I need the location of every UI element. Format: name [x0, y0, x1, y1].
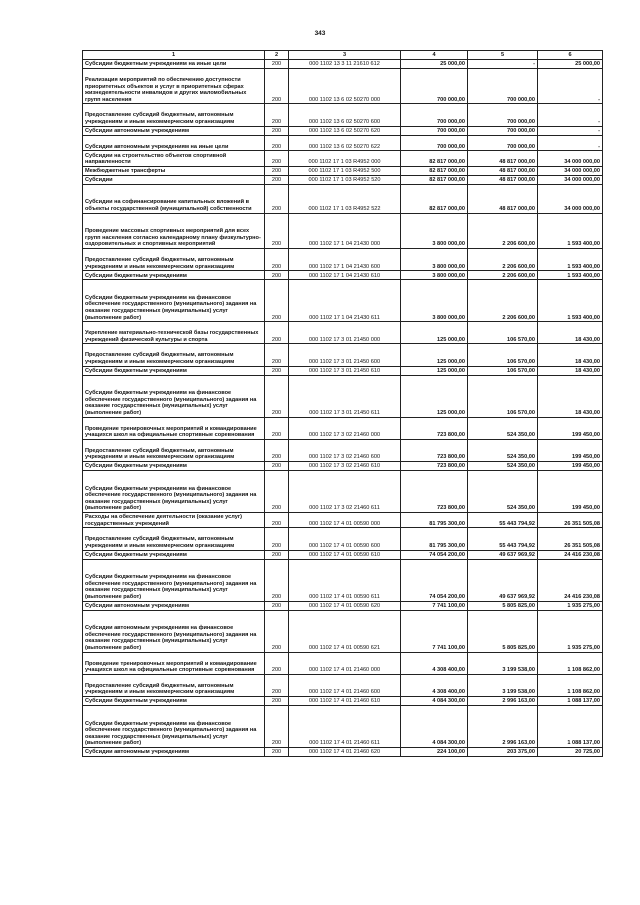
table-row	[83, 344, 603, 366]
row-plan-cell: 3 800 000,00	[401, 248, 468, 270]
row-name-text: Субсидии бюджетным учреждениям на финансовое обеспечение государственного (муниципального) задания на оказание государственных (муниципальных) услуг (выполнение работ)	[85, 574, 257, 601]
row-code-cell: 200	[265, 652, 289, 674]
row-name-cell	[83, 470, 265, 512]
row-name-text: Предоставление субсидий бюджетным, автономным учреждениям и иным некоммерческим организациям	[85, 352, 235, 365]
table-row	[83, 461, 603, 470]
row-remainder-cell: 1 088 137,00	[538, 706, 603, 748]
row-plan-cell: 723 800,00	[401, 417, 468, 439]
row-name-text: Субсидии бюджетным учреждениям на иные цели	[85, 61, 227, 68]
table-row	[83, 652, 603, 674]
row-code-cell: 200	[265, 366, 289, 375]
table-row	[83, 271, 603, 280]
row-executed-cell: 48 817 000,00	[468, 151, 538, 167]
row-executed-cell: 2 206 600,00	[468, 280, 538, 322]
row-code-cell: 200	[265, 344, 289, 366]
row-kbk-cell: 000 1102 17 1 04 21430 611	[289, 280, 401, 322]
row-name-text: Субсидии бюджетным учреждениям на финансовое обеспечение государственного (муниципального) задания на оказание государственных (муниципальных) услуг (выполнение работ)	[85, 390, 257, 416]
row-remainder-cell: 18 430,00	[538, 322, 603, 344]
row-kbk-cell: 000 1102 13 6 02 50270 622	[289, 135, 401, 151]
row-name-cell	[83, 60, 265, 69]
row-name-text: Межбюджетные трансферты	[85, 168, 166, 175]
row-plan-cell: 3 800 000,00	[401, 271, 468, 280]
table-row	[83, 706, 603, 748]
row-name-text: Субсидии	[85, 177, 113, 184]
row-executed-cell: 48 817 000,00	[468, 166, 538, 175]
row-kbk-cell: 000 1102 17 1 03 R4952 500	[289, 166, 401, 175]
row-plan-cell: 723 800,00	[401, 470, 468, 512]
table-row	[83, 470, 603, 512]
row-name-cell	[83, 280, 265, 322]
row-code-cell: 200	[265, 439, 289, 461]
row-kbk-cell: 000 1102 17 4 01 00590 610	[289, 550, 401, 559]
row-remainder-cell: 199 450,00	[538, 439, 603, 461]
row-kbk-cell: 000 1102 17 4 01 00590 000	[289, 512, 401, 528]
column-header-3: 3	[289, 51, 401, 60]
row-plan-cell: 74 054 200,00	[401, 550, 468, 559]
row-executed-cell: 55 443 794,92	[468, 512, 538, 528]
row-code-cell: 200	[265, 280, 289, 322]
row-executed-cell: 55 443 794,92	[468, 528, 538, 550]
row-name-cell	[83, 528, 265, 550]
table-row	[83, 366, 603, 375]
row-code-cell: 200	[265, 610, 289, 652]
column-header-5: 5	[468, 51, 538, 60]
row-kbk-cell: 000 1102 17 3 02 21460 610	[289, 461, 401, 470]
row-executed-cell: 700 000,00	[468, 69, 538, 104]
row-name-text: Субсидии автономным учреждениям	[85, 603, 189, 610]
row-kbk-cell: 000 1102 17 3 02 21460 600	[289, 439, 401, 461]
row-remainder-cell: -	[538, 104, 603, 126]
row-plan-cell: 25 000,00	[401, 60, 468, 69]
row-name-cell	[83, 748, 265, 757]
row-kbk-cell: 000 1102 17 4 01 00590 621	[289, 610, 401, 652]
row-code-cell: 200	[265, 417, 289, 439]
row-kbk-cell: 000 1102 17 3 01 21450 610	[289, 366, 401, 375]
row-executed-cell: 700 000,00	[468, 126, 538, 135]
row-plan-cell: 125 000,00	[401, 322, 468, 344]
table-row	[83, 175, 603, 184]
table-row	[83, 248, 603, 270]
row-name-cell	[83, 697, 265, 706]
row-kbk-cell: 000 1102 17 4 01 21460 620	[289, 748, 401, 757]
row-code-cell: 200	[265, 322, 289, 344]
row-remainder-cell: -	[538, 135, 603, 151]
row-name-cell	[83, 104, 265, 126]
row-executed-cell: 700 000,00	[468, 104, 538, 126]
row-code-cell: 200	[265, 706, 289, 748]
row-plan-cell: 82 817 000,00	[401, 166, 468, 175]
row-name-text: Субсидии бюджетным учреждениям на финансовое обеспечение государственного (муниципального) задания на оказание государственных (муниципальных) услуг (выполнение работ)	[85, 485, 257, 512]
row-code-cell: 200	[265, 375, 289, 417]
row-code-cell: 200	[265, 674, 289, 696]
row-code-cell: 200	[265, 135, 289, 151]
row-remainder-cell: 1 108 862,00	[538, 652, 603, 674]
row-remainder-cell: 1 593 400,00	[538, 271, 603, 280]
table-row	[83, 697, 603, 706]
table-row	[83, 601, 603, 610]
row-name-text: Субсидии автономным учреждениям на финансовое обеспечение государственного (муниципального) задания на оказание государственных (муниципальных) услуг (выполнение работ)	[85, 625, 257, 652]
row-code-cell: 200	[265, 104, 289, 126]
row-kbk-cell: 000 1102 13 6 02 50270 600	[289, 104, 401, 126]
table-row	[83, 550, 603, 559]
row-remainder-cell: 18 430,00	[538, 366, 603, 375]
row-name-text: Субсидии бюджетным учреждениям	[85, 463, 187, 470]
table-row	[83, 610, 603, 652]
row-name-text: Субсидии бюджетным учреждениям	[85, 552, 187, 559]
row-name-text: Укрепление материально-технической базы государственных учреждений физической культуры и спорта	[85, 330, 259, 343]
table-row	[83, 748, 603, 757]
row-kbk-cell: 000 1102 17 3 01 21450 000	[289, 322, 401, 344]
table-row	[83, 280, 603, 322]
row-remainder-cell: -	[538, 126, 603, 135]
row-executed-cell: 524 350,00	[468, 461, 538, 470]
table-row	[83, 512, 603, 528]
table-body	[83, 60, 603, 757]
table-row	[83, 439, 603, 461]
row-executed-cell: 524 350,00	[468, 417, 538, 439]
row-code-cell: 200	[265, 601, 289, 610]
row-remainder-cell: 199 450,00	[538, 461, 603, 470]
row-name-text: Субсидии автономным учреждениям	[85, 127, 189, 134]
row-executed-cell: 203 375,00	[468, 748, 538, 757]
row-executed-cell: 49 637 969,92	[468, 550, 538, 559]
row-code-cell: 200	[265, 248, 289, 270]
table-row	[83, 375, 603, 417]
row-kbk-cell: 000 1102 17 3 02 21460 611	[289, 470, 401, 512]
row-name-text: Предоставление субсидий бюджетным, автономным учреждениям и иным некоммерческим организациям	[85, 536, 235, 550]
table-row	[83, 166, 603, 175]
row-name-text: Предоставление субсидий бюджетным, автономным учреждениям и иным некоммерческим организациям	[85, 682, 235, 696]
table-row	[83, 135, 603, 151]
row-name-cell	[83, 126, 265, 135]
row-remainder-cell: -	[538, 69, 603, 104]
row-plan-cell: 125 000,00	[401, 366, 468, 375]
row-name-cell	[83, 271, 265, 280]
row-name-cell	[83, 706, 265, 748]
row-kbk-cell: 000 1102 17 1 04 21430 600	[289, 248, 401, 270]
row-plan-cell: 81 795 300,00	[401, 528, 468, 550]
row-executed-cell: 700 000,00	[468, 135, 538, 151]
row-plan-cell: 7 741 100,00	[401, 601, 468, 610]
row-remainder-cell: 199 450,00	[538, 470, 603, 512]
row-executed-cell: 106 570,00	[468, 344, 538, 366]
row-plan-cell: 4 308 400,00	[401, 674, 468, 696]
row-executed-cell: 524 350,00	[468, 439, 538, 461]
row-plan-cell: 3 800 000,00	[401, 213, 468, 248]
row-executed-cell: 3 199 538,00	[468, 674, 538, 696]
row-name-text: Субсидии бюджетным учреждениям	[85, 367, 187, 374]
row-remainder-cell: 1 088 137,00	[538, 697, 603, 706]
table-row	[83, 60, 603, 69]
row-name-cell	[83, 512, 265, 528]
row-kbk-cell: 000 1102 17 1 03 R4952 520	[289, 175, 401, 184]
row-plan-cell: 125 000,00	[401, 344, 468, 366]
row-name-cell	[83, 559, 265, 601]
table-row	[83, 213, 603, 248]
row-remainder-cell: 199 450,00	[538, 417, 603, 439]
row-name-text: Предоставление субсидий бюджетным, автономным учреждениям и иным некоммерческим организациям	[85, 447, 235, 461]
row-executed-cell: 2 206 600,00	[468, 271, 538, 280]
row-code-cell: 200	[265, 60, 289, 69]
row-kbk-cell: 000 1102 17 4 01 00590 611	[289, 559, 401, 601]
row-remainder-cell: 1 593 400,00	[538, 213, 603, 248]
row-name-text: Субсидии бюджетным учреждениям	[85, 272, 187, 279]
row-kbk-cell: 000 1102 17 1 03 R4952 522	[289, 184, 401, 213]
row-plan-cell: 125 000,00	[401, 375, 468, 417]
row-name-text: Субсидии бюджетным учреждениям на финансовое обеспечение государственного (муниципального) задания на оказание государственных (муниципальных) услуг (выполнение работ)	[85, 720, 257, 747]
row-kbk-cell: 000 1102 17 3 01 21450 611	[289, 375, 401, 417]
row-name-cell	[83, 601, 265, 610]
row-name-text: Субсидии бюджетным учреждениям	[85, 698, 187, 705]
row-remainder-cell: 34 000 000,00	[538, 184, 603, 213]
row-kbk-cell: 000 1102 17 1 04 21430 610	[289, 271, 401, 280]
row-executed-cell: 49 637 969,92	[468, 559, 538, 601]
row-kbk-cell: 000 1102 17 1 04 21430 000	[289, 213, 401, 248]
column-header-6: 6	[538, 51, 603, 60]
row-kbk-cell: 000 1102 17 3 01 21450 600	[289, 344, 401, 366]
row-executed-cell: 5 805 825,00	[468, 610, 538, 652]
row-name-text: Проведение тренировочных мероприятий и командирование учащихся школ на официальные спортивные соревнования	[85, 425, 257, 439]
row-name-cell	[83, 184, 265, 213]
row-code-cell: 200	[265, 151, 289, 167]
row-remainder-cell: 1 593 400,00	[538, 248, 603, 270]
row-name-cell	[83, 166, 265, 175]
row-executed-cell: 106 570,00	[468, 366, 538, 375]
row-plan-cell: 81 795 300,00	[401, 512, 468, 528]
row-executed-cell: 48 817 000,00	[468, 175, 538, 184]
row-name-cell	[83, 366, 265, 375]
column-header-2: 2	[265, 51, 289, 60]
row-executed-cell: 106 570,00	[468, 375, 538, 417]
row-name-cell	[83, 652, 265, 674]
row-remainder-cell: 25 000,00	[538, 60, 603, 69]
row-name-cell	[83, 175, 265, 184]
row-code-cell: 200	[265, 748, 289, 757]
row-code-cell: 200	[265, 512, 289, 528]
page-number: 343	[314, 30, 326, 37]
row-name-text: Субсидии автономным учреждениям	[85, 749, 189, 756]
row-name-text: Предоставление субсидий бюджетным, автономным учреждениям и иным некоммерческим организациям	[85, 256, 235, 270]
row-name-cell	[83, 151, 265, 167]
row-kbk-cell: 000 1102 17 4 01 00590 620	[289, 601, 401, 610]
row-executed-cell: 3 199 538,00	[468, 652, 538, 674]
row-plan-cell: 700 000,00	[401, 104, 468, 126]
row-plan-cell: 3 800 000,00	[401, 280, 468, 322]
column-header-4: 4	[401, 51, 468, 60]
row-plan-cell: 7 741 100,00	[401, 610, 468, 652]
row-name-text: Предоставление субсидий бюджетным, автономным учреждениям и иным некоммерческим организациям	[85, 112, 235, 125]
row-remainder-cell: 20 725,00	[538, 748, 603, 757]
row-remainder-cell: 18 430,00	[538, 375, 603, 417]
row-name-text: Проведение массовых спортивных мероприятий для всех групп населения согласно календарному плану физкультурно-оздоровительных и спортивных мероприятий	[85, 228, 261, 248]
row-remainder-cell: 24 416 230,08	[538, 550, 603, 559]
row-name-cell	[83, 439, 265, 461]
row-name-cell	[83, 550, 265, 559]
row-plan-cell: 723 800,00	[401, 439, 468, 461]
row-plan-cell: 723 800,00	[401, 461, 468, 470]
row-kbk-cell: 000 1102 17 4 01 21460 000	[289, 652, 401, 674]
table-row	[83, 69, 603, 104]
row-executed-cell: 2 206 600,00	[468, 248, 538, 270]
row-name-cell	[83, 69, 265, 104]
row-code-cell: 200	[265, 271, 289, 280]
row-name-cell	[83, 461, 265, 470]
table-row	[83, 559, 603, 601]
row-name-cell	[83, 322, 265, 344]
row-code-cell: 200	[265, 550, 289, 559]
row-remainder-cell: 34 000 000,00	[538, 175, 603, 184]
row-code-cell: 200	[265, 184, 289, 213]
row-plan-cell: 700 000,00	[401, 126, 468, 135]
row-remainder-cell: 26 351 505,08	[538, 528, 603, 550]
budget-table	[82, 50, 603, 757]
table-row	[83, 126, 603, 135]
row-code-cell: 200	[265, 461, 289, 470]
row-code-cell: 200	[265, 528, 289, 550]
row-name-text: Субсидии на софинансирование капитальных вложений в объекты государственной (муниципальной) собственности	[85, 199, 252, 212]
row-name-cell	[83, 375, 265, 417]
row-kbk-cell: 000 1102 17 4 01 21460 600	[289, 674, 401, 696]
row-remainder-cell: 34 000 000,00	[538, 151, 603, 167]
row-kbk-cell: 000 1102 13 3 11 21610 612	[289, 60, 401, 69]
row-kbk-cell: 000 1102 17 1 03 R4952 000	[289, 151, 401, 167]
row-name-text: Субсидии автономным учреждениям на иные цели	[85, 143, 229, 150]
row-remainder-cell: 18 430,00	[538, 344, 603, 366]
table-row	[83, 322, 603, 344]
row-kbk-cell: 000 1102 17 4 01 21460 610	[289, 697, 401, 706]
row-plan-cell: 700 000,00	[401, 135, 468, 151]
table-row	[83, 674, 603, 696]
row-plan-cell: 4 084 300,00	[401, 697, 468, 706]
table-row	[83, 417, 603, 439]
row-plan-cell: 74 054 200,00	[401, 559, 468, 601]
row-remainder-cell: 1 108 862,00	[538, 674, 603, 696]
table-row	[83, 184, 603, 213]
row-plan-cell: 82 817 000,00	[401, 151, 468, 167]
row-executed-cell: 106 570,00	[468, 322, 538, 344]
row-name-text: Субсидии бюджетным учреждениям на финансовое обеспечение государственного (муниципального) задания на оказание государственных (муниципальных) услуг (выполнение работ)	[85, 294, 257, 321]
row-name-cell	[83, 344, 265, 366]
row-kbk-cell: 000 1102 13 6 02 50270 000	[289, 69, 401, 104]
row-name-cell	[83, 610, 265, 652]
row-kbk-cell: 000 1102 17 3 02 21460 000	[289, 417, 401, 439]
row-executed-cell: 48 817 000,00	[468, 184, 538, 213]
row-code-cell: 200	[265, 175, 289, 184]
row-name-cell	[83, 674, 265, 696]
row-executed-cell: 2 996 163,00	[468, 697, 538, 706]
row-executed-cell: 5 805 825,00	[468, 601, 538, 610]
row-code-cell: 200	[265, 697, 289, 706]
row-remainder-cell: 1 935 275,00	[538, 601, 603, 610]
row-plan-cell: 4 308 400,00	[401, 652, 468, 674]
row-remainder-cell: 26 351 505,08	[538, 512, 603, 528]
table-row	[83, 151, 603, 167]
table-row	[83, 528, 603, 550]
row-name-cell	[83, 135, 265, 151]
row-plan-cell: 224 100,00	[401, 748, 468, 757]
row-kbk-cell: 000 1102 13 6 02 50270 620	[289, 126, 401, 135]
row-code-cell: 200	[265, 69, 289, 104]
row-name-text: Субсидии на строительство объектов спортивной направленности	[85, 152, 227, 166]
row-code-cell: 200	[265, 126, 289, 135]
row-remainder-cell: 1 593 400,00	[538, 280, 603, 322]
row-name-text: Проведение тренировочных мероприятий и командирование учащихся школ на официальные спортивные соревнования	[85, 660, 257, 674]
row-name-text: Реализация мероприятий по обеспечению доступности приоритетных объектов и услуг в приоритетных сферах жизнедеятельности инвалидов и других маломобильных групп населения	[85, 77, 247, 103]
row-code-cell: 200	[265, 213, 289, 248]
row-code-cell: 200	[265, 470, 289, 512]
row-remainder-cell: 1 935 275,00	[538, 610, 603, 652]
row-code-cell: 200	[265, 559, 289, 601]
row-name-cell	[83, 248, 265, 270]
row-name-cell	[83, 417, 265, 439]
row-executed-cell: -	[468, 60, 538, 69]
column-header-1: 1	[83, 51, 265, 60]
row-plan-cell: 82 817 000,00	[401, 184, 468, 213]
row-remainder-cell: 24 416 230,08	[538, 559, 603, 601]
row-plan-cell: 4 084 300,00	[401, 706, 468, 748]
row-executed-cell: 524 350,00	[468, 470, 538, 512]
table-row	[83, 104, 603, 126]
row-kbk-cell: 000 1102 17 4 01 21460 611	[289, 706, 401, 748]
row-executed-cell: 2 206 600,00	[468, 213, 538, 248]
row-name-text: Расходы на обеспечение деятельности (оказание услуг) государственных учреждений	[85, 514, 243, 527]
row-code-cell: 200	[265, 166, 289, 175]
row-plan-cell: 700 000,00	[401, 69, 468, 104]
row-executed-cell: 2 996 163,00	[468, 706, 538, 748]
row-plan-cell: 82 817 000,00	[401, 175, 468, 184]
row-kbk-cell: 000 1102 17 4 01 00590 600	[289, 528, 401, 550]
table-header-row	[83, 51, 603, 60]
row-remainder-cell: 34 000 000,00	[538, 166, 603, 175]
row-name-cell	[83, 213, 265, 248]
